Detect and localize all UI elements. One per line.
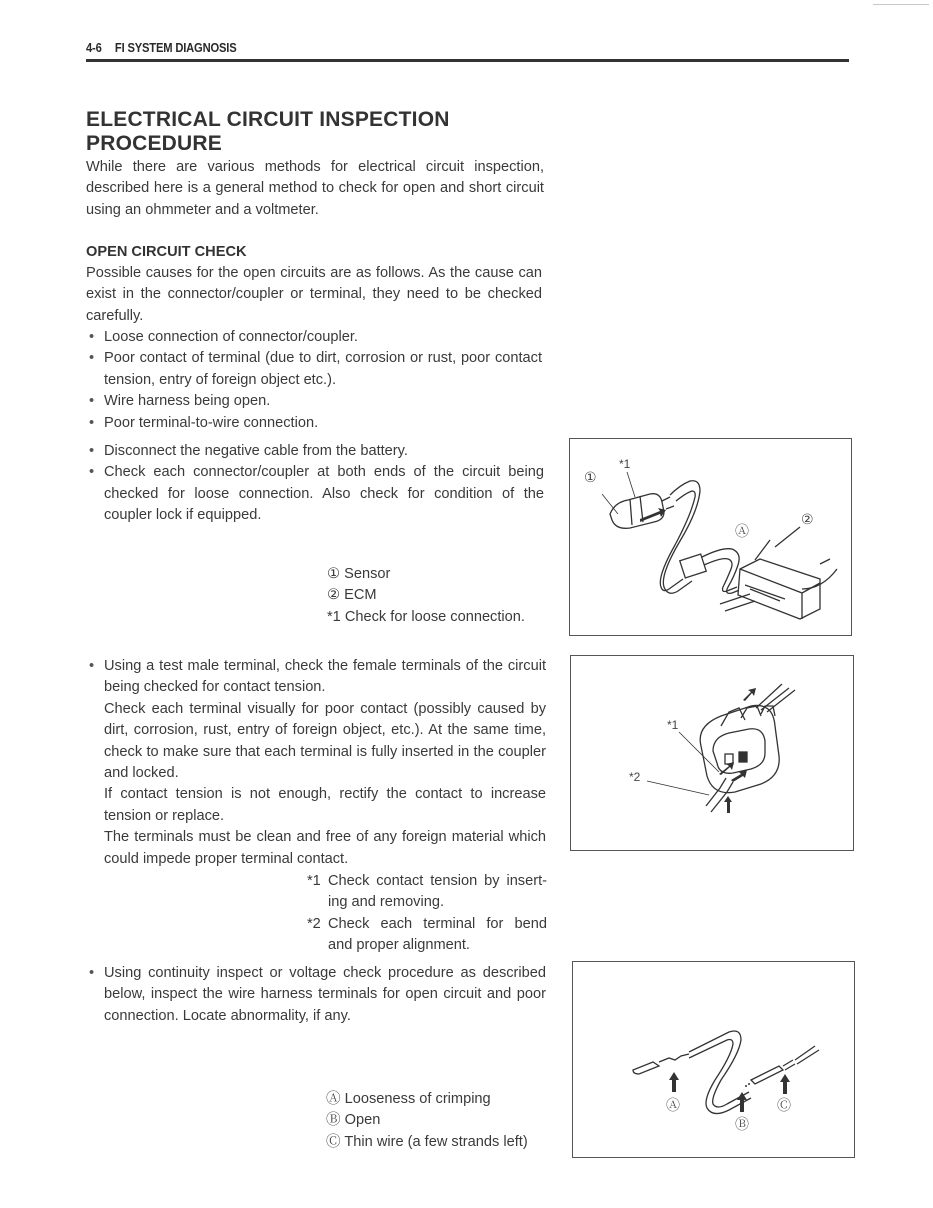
figure1-legend: [327, 564, 557, 628]
callout-a: Ⓐ: [666, 1097, 680, 1113]
steps-list-1: [86, 441, 544, 527]
figure2-notes: [307, 871, 547, 957]
open-circuit-heading: OPEN CIRCUIT CHECK: [86, 244, 247, 260]
legend-item-open: Ⓑ Open: [326, 1112, 381, 1129]
page-header: [86, 40, 237, 55]
callout-sensor: ①: [584, 469, 597, 485]
connector-illustration: [570, 439, 851, 635]
corner-mark: [873, 4, 929, 5]
step-lead: • Using a test male terminal, check the female terminals of the circuit being checked for contact tension.: [104, 658, 546, 696]
legend-item-thin-wire: Ⓒ Thin wire (a few strands left): [326, 1133, 528, 1150]
note-item: [307, 914, 547, 957]
note-item: [307, 871, 547, 914]
callout-note2: *2: [629, 770, 641, 784]
note-text: Check contact tension by insert-ing and removing.: [328, 873, 547, 911]
figure3-legend: [326, 1089, 566, 1153]
step-paragraph: Check each terminal visually for poor contact (possibly caused by dirt, corrosion, rust, entry of foreign object, etc.). At the same time, check to make sure that each terminal is fully inserted in the coupler and locked.: [104, 700, 546, 782]
list-item: • Disconnect the negative cable from the battery.: [86, 441, 544, 462]
figure-sensor-ecm-connection: [569, 438, 852, 636]
list-item: [86, 656, 546, 870]
steps-list-3: [86, 963, 546, 1027]
page-title: [86, 108, 450, 156]
figure-terminal-tension: [570, 655, 854, 851]
legend-item-ecm: ② ECM: [327, 587, 377, 604]
callout-c: Ⓒ: [777, 1097, 791, 1113]
note-text: Check each terminal for bend and proper alignment.: [328, 915, 547, 954]
header-rule: [86, 59, 849, 62]
page-number: 4-6: [86, 40, 102, 55]
callout-ecm: ②: [801, 511, 814, 527]
step-paragraph: If contact tension is not enough, rectify the contact to increase tension or replace.: [104, 786, 546, 824]
note-mark: *1: [307, 873, 321, 889]
note-mark: *2: [307, 915, 321, 932]
list-item: • Wire harness being open.: [86, 391, 542, 412]
list-item: • Loose connection of connector/coupler.: [86, 327, 542, 348]
coupler-illustration: [571, 656, 853, 850]
list-item: • Poor terminal-to-wire connection.: [86, 413, 542, 434]
title-line-2: PROCEDURE: [86, 132, 222, 155]
list-item: • Poor contact of terminal (due to dirt, corrosion or rust, poor contact tension, entry of foreign object etc.).: [86, 348, 542, 391]
intro-paragraph: While there are various methods for electrical circuit inspection, described here is a general method to check for open and short circuit using an ohmmeter and a voltmeter.: [86, 159, 544, 218]
step-paragraph: The terminals must be clean and free of any foreign material which could impede proper terminal contact.: [104, 829, 546, 867]
callout-a: Ⓐ: [735, 523, 749, 539]
title-line-1: ELECTRICAL CIRCUIT INSPECTION: [86, 108, 450, 131]
figure-wire-harness-faults: [572, 961, 855, 1158]
callout-b: Ⓑ: [735, 1116, 749, 1132]
list-item: • Check each connector/coupler at both ends of the circuit being checked for loose connection. Also check for condition of the coupler lock if equipped.: [86, 462, 544, 526]
causes-list: [86, 327, 542, 434]
legend-item-sensor: ① Sensor: [327, 566, 391, 582]
open-circuit-paragraph: Possible causes for the open circuits are as follows. As the cause can exist in the connector/coupler or terminal, they need to be checked carefully.: [86, 265, 542, 324]
legend-item-crimping: Ⓐ Looseness of crimping: [326, 1091, 491, 1107]
legend-item-note1: *1 Check for loose connection.: [327, 608, 525, 625]
section-title: FI SYSTEM DIAGNOSIS: [114, 40, 237, 55]
callout-note1: *1: [619, 457, 631, 471]
terminal-check-step: [86, 656, 546, 870]
list-item: • Using continuity inspect or voltage check procedure as described below, inspect the wire harness terminals for open circuit and poor connection. Locate abnormality, if any.: [86, 963, 546, 1027]
wire-harness-illustration: [573, 962, 854, 1157]
callout-note1: *1: [667, 718, 679, 732]
